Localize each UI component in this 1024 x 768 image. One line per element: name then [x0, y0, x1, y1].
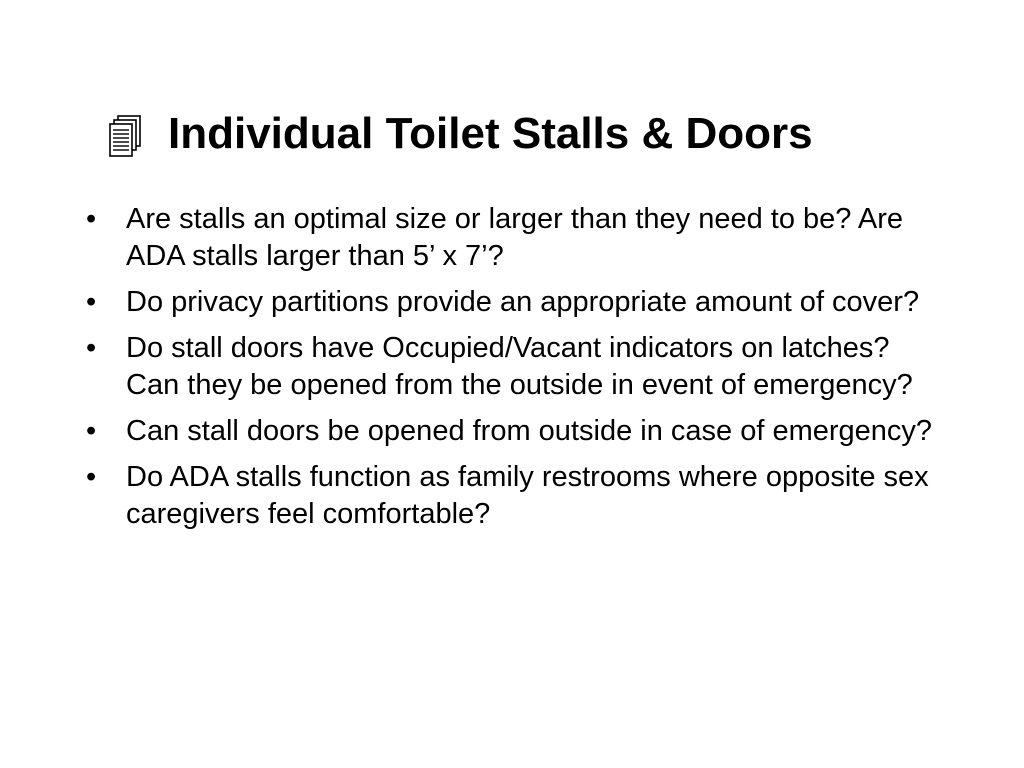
document-stack-icon [108, 115, 142, 159]
bullet-item [86, 201, 936, 275]
bullet-text: Do privacy partitions provide an appropriate amount of cover? [126, 286, 920, 318]
bullet-marker: • [86, 203, 97, 235]
bullet-text: Do stall doors have Occupied/Vacant indicators on latches? Can they be opened from the outside in event of emergency? [126, 332, 913, 401]
bullet-text: Can stall doors be opened from outside in case of emergency? [126, 415, 933, 447]
bullet-item [86, 330, 936, 404]
bullet-list [86, 201, 936, 542]
bullet-marker: • [86, 461, 97, 493]
bullet-item [86, 284, 936, 321]
bullet-item [86, 413, 936, 450]
bullet-marker: • [86, 415, 97, 447]
slide-title: Individual Toilet Stalls & Doors [168, 109, 813, 158]
bullet-text: Do ADA stalls function as family restrooms where opposite sex caregivers feel comfortable? [126, 461, 929, 530]
bullet-marker: • [86, 286, 97, 318]
bullet-text: Are stalls an optimal size or larger than they need to be? Are ADA stalls larger than 5’ x 7’? [126, 203, 903, 272]
bullet-item [86, 459, 936, 533]
title-row [108, 108, 813, 160]
bullet-marker: • [86, 332, 97, 364]
